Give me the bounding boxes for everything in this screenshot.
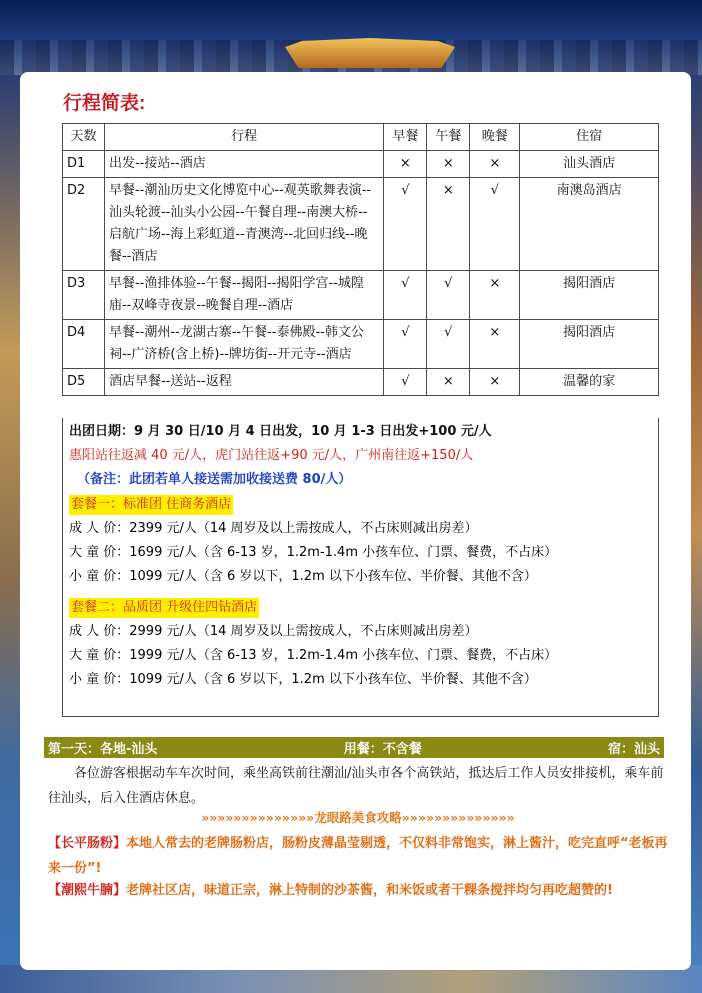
cell-dinner: √ (470, 178, 520, 271)
header-dinner: 晚餐 (470, 124, 520, 151)
cell-breakfast: × (384, 151, 427, 178)
infant-price: 小 童 价：1099 元/人（含 6 岁以下，1.2m 以下小孩车位、半价餐、其他不含） (69, 672, 537, 687)
adult-price: 成 人 价：2999 元/人（14 周岁及以上需按成人，不占床则减出房差） (69, 624, 478, 639)
header-lunch: 午餐 (427, 124, 470, 151)
cell-day: D1 (63, 151, 105, 178)
background-temple-roof (285, 38, 455, 68)
cell-lunch: × (427, 369, 470, 396)
food-item (48, 831, 668, 881)
table-row (63, 151, 659, 178)
table-row (63, 178, 659, 271)
cell-hotel: 揭阳酒店 (520, 320, 659, 369)
cell-breakfast: √ (384, 320, 427, 369)
food-item (48, 878, 668, 903)
cell-hotel: 汕头酒店 (520, 151, 659, 178)
cell-hotel: 温馨的家 (520, 369, 659, 396)
day-one-header (44, 737, 664, 758)
package-two-label: 套餐二：品质团 升级住四钻酒店 (69, 598, 259, 618)
cell-route: 早餐--渔排体验--午餐--揭阳--揭阳学宫--城隍庙--双峰寺夜景--晚餐自理--酒店 (104, 271, 383, 320)
cell-dinner: × (470, 271, 520, 320)
page-title: 行程简表: (63, 93, 146, 114)
cell-lunch: × (427, 178, 470, 271)
day-one-meal: 用餐：不含餐 (343, 742, 422, 757)
cell-breakfast: √ (384, 271, 427, 320)
cell-hotel: 南澳岛酒店 (520, 178, 659, 271)
cell-breakfast: √ (384, 178, 427, 271)
cell-route: 酒店早餐--送站--返程 (104, 369, 383, 396)
cell-lunch: √ (427, 320, 470, 369)
cell-dinner: × (470, 151, 520, 178)
transfer-note: （备注：此团若单人接送需加收接送费 80/人） (77, 472, 352, 487)
infant-price: 小 童 价：1099 元/人（含 6 岁以下，1.2m 以下小孩车位、半价餐、其他不含） (69, 569, 537, 584)
food-item-name: 【潮熙牛腩】 (48, 883, 127, 898)
cell-route: 早餐--潮汕历史文化博览中心--观英歌舞表演--汕头轮渡--汕头小公园--午餐自理--南澳大桥--启航广场--海上彩虹道--青澳湾--北回归线--晚餐--酒店 (104, 178, 383, 271)
departure-dates: 出团日期：9 月 30 日/10 月 4 日出发，10 月 1-3 日出发+100 元/人 (69, 424, 492, 439)
cell-dinner: × (470, 320, 520, 369)
table-row (63, 369, 659, 396)
child-price: 大 童 价：1699 元/人（含 6-13 岁，1.2m-1.4m 小孩车位、门票、餐费，不占床） (69, 545, 558, 560)
food-guide-title: »»»»»»»»»»»»»»龙眼路美食攻略»»»»»»»»»»»»»» (201, 810, 515, 825)
cell-lunch: √ (427, 271, 470, 320)
header-breakfast: 早餐 (384, 124, 427, 151)
day-one-title: 第一天：各地-汕头 (48, 742, 158, 757)
cell-day: D2 (63, 178, 105, 271)
cell-hotel: 揭阳酒店 (520, 271, 659, 320)
pricing-info-box (62, 418, 659, 717)
header-day: 天数 (63, 124, 105, 151)
itinerary-table (62, 123, 659, 396)
cell-day: D4 (63, 320, 105, 369)
package-one-label: 套餐一：标准团 住商务酒店 (69, 495, 233, 515)
food-item-desc: 老牌社区店，味道正宗，淋上特制的沙茶酱，和米饭或者干粿条搅拌均匀再吃超赞的! (126, 883, 613, 898)
cell-route: 出发--接站--酒店 (104, 151, 383, 178)
cell-day: D5 (63, 369, 105, 396)
cell-dinner: × (470, 369, 520, 396)
cell-breakfast: √ (384, 369, 427, 396)
table-row (63, 271, 659, 320)
day-one-description: 各位游客根据动车车次时间，乘坐高铁前往潮汕/汕头市各个高铁站，抵达后工作人员安排接机，乘车前往汕头，后入住酒店休息。 (48, 766, 664, 806)
header-hotel: 住宿 (520, 124, 659, 151)
child-price: 大 童 价：1999 元/人（含 6-13 岁，1.2m-1.4m 小孩车位、门票、餐费，不占床） (69, 648, 558, 663)
cell-route: 早餐--潮州--龙湖古寨--午餐--泰佛殿--韩文公祠--广济桥(含上桥)--牌坊街--开元寺--酒店 (104, 320, 383, 369)
food-item-name: 【长平肠粉】 (48, 836, 127, 851)
cell-day: D3 (63, 271, 105, 320)
header-route: 行程 (104, 124, 383, 151)
day-one-stay: 宿：汕头 (607, 742, 660, 757)
station-surcharge: 惠阳站往返减 40 元/人，虎门站往返+90 元/人，广州南往返+150/人 (69, 448, 474, 463)
background-left-strip (0, 75, 20, 993)
food-item-desc: 本地人常去的老牌肠粉店，肠粉皮薄晶莹剔透，不仅料非常饱实，淋上酱汁，吃完直呼“老板再来一份”! (48, 836, 668, 876)
cell-lunch: × (427, 151, 470, 178)
table-row (63, 320, 659, 369)
table-header-row (63, 124, 659, 151)
adult-price: 成 人 价：2399 元/人（14 周岁及以上需按成人，不占床则减出房差） (69, 521, 478, 536)
